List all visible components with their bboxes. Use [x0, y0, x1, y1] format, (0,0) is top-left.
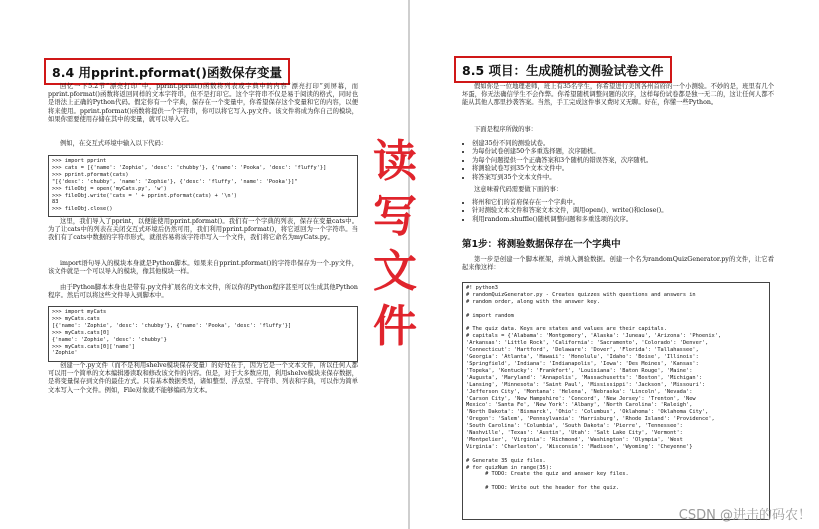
paragraph-5: 由于Python脚本本身也是带有.py文件扩展名的文本文件，所以你的Python程序甚至可以生成其他Python程序。然后可以将这些文件导入到脚本中。 — [48, 284, 358, 300]
list-item: • 创建35份不同的测验试卷。 — [472, 140, 784, 148]
paragraph-3: 这里，我们导入了pprint，以便能使用pprint.pformat()。我们有一个字典的列表，保存在变量cats中。为了让cats中的列表在关闭交互式环境后仍然可用，我们利用pprint.pformat()，将它返回为一个字符串。当我们有了cats中数据的字符串形式，就很容易将该字符串写入一个文件，我们将它命名为myCats.py。 — [48, 218, 358, 242]
overlay-char-1: 读 — [373, 136, 417, 187]
code-block-import: >>> import myCats >>> myCats.cats [{'name': 'Zophie', 'desc': 'chubby'}, {'name': 'Pooka', 'desc': 'fluffy'}] >>> myCats.cats[0] {'name': 'Zophie', 'desc': 'chubby'} >>> myCats.cats[0]['name'] 'Zophie' — [48, 306, 358, 362]
program-tasks-intro: 下面是程序所做的事： — [474, 126, 537, 133]
code-tasks-list — [462, 199, 784, 224]
step-1-paragraph: 第一步是创建一个脚本框架，并填入测验数据。创建一个名为randomQuizGenerator.py的文件，让它看起来像这样： — [462, 256, 774, 272]
list-item: • 针对测验文本文件和答案文本文件，调用open()、write()和close()。 — [472, 207, 784, 215]
section-title-8-5: 8.5 项目：生成随机的测验试卷文件 — [454, 56, 672, 83]
paragraph-2: 例如，在交互式环境中输入以下代码： — [60, 140, 168, 147]
code-block-pformat: >>> import pprint >>> cats = [{'name': 'Zophie', 'desc': 'chubby'}, {'name': 'Pooka', 'desc': 'fluffy'}] >>> pprint.pformat(cats) "[{'desc': 'chubby', 'name': 'Zophie'}, {'desc': 'fluffy', 'name': 'Pooka'}]" >>> fileObj = open('myCats.py', 'w') >>> fileObj.write('cats = ' + pprint.pformat(cats) + '\n') 83 >>> fileObj.close() — [48, 155, 358, 217]
list-item: • 将答案写到35个文本文件中。 — [472, 174, 784, 182]
paragraph-1: 回忆一下5.2节“漂亮打印”中，pprint.pprint()函数将列表或字典中的内容“漂亮打印”到屏幕，而pprint.pformat()函数将返回同样的文本字符串，但不是打印它。这个字符串不仅是易于阅读的格式，同时也是语法上正确的Python代码。假定你有一个字典，保存在一个变量中，你希望保存这个变量和它的内容，以便将来使用。pprint.pformat()函数将提供一个字符串，你可以将它写入.py文件。该文件将成为你自己的模块，如果你需要使用存储在其中的变量，就可以导入它。 — [48, 83, 358, 123]
project-intro: 假如你是一位地理老师，班上有35名学生，你希望进行美国各州首府的一个小测验。不妙的是，班里有几个坏蛋，你无法确信学生不会作弊。你希望随机调整问题的次序，这样每份试卷都是独一无二的，这让任何人都不能从其他人那里抄袭答案。当然，手工完成这件事又费时又无聊。好在，你懂一些Python。 — [462, 83, 774, 107]
program-tasks-list — [462, 140, 784, 182]
list-item: • 为每个问题提供一个正确答案和3个随机的错误答案，次序随机。 — [472, 157, 784, 165]
section-title-8-4: 8.4 用pprint.pformat()函数保存变量 — [44, 58, 290, 85]
step-1-heading: 第1步：将测验数据保存在一个字典中 — [462, 239, 621, 250]
list-item: • 将州和它们的首府保存在一个字典中。 — [472, 199, 784, 207]
code-tasks-intro: 这意味着代码需要做下面的事： — [474, 186, 563, 193]
list-item: • 利用random.shuffle()随机调整问题和多重选项的次序。 — [472, 216, 784, 224]
overlay-char-3: 文 — [373, 246, 417, 297]
csdn-watermark: CSDN @进击的码农！ — [678, 508, 811, 523]
overlay-char-2: 写 — [373, 191, 417, 242]
list-item: • 为每份试卷创建50个多重选择题，次序随机。 — [472, 148, 784, 156]
left-page — [0, 0, 408, 529]
code-block-quiz-generator: #! python3 # randomQuizGenerator.py - Creates quizzes with questions and answers in # random order, along with the answer key. # import random # The quiz data. Keys are states and values are their capitals. # capitals = {'Alabama': 'Montgomery', 'Alaska': 'Juneau', 'Arizona': 'Phoenix', 'Arkansas': 'Little Rock', 'California': 'Sacramento', 'Colorado': 'Denver', 'Connecticut': 'Hartford', 'Delaware': 'Dover', 'Florida': 'Tallahassee', 'Georgia': 'Atlanta', 'Hawaii': 'Honolulu', 'Idaho': 'Boise', 'Illinois': 'Springfield', 'Indiana': 'Indianapolis', 'Iowa': 'Des Moines', 'Kansas': 'Topeka', 'Kentucky': 'Frankfort', 'Louisiana': 'Baton Rouge', 'Maine': 'Augusta', 'Maryland': 'Annapolis', 'Massachusetts': 'Boston', 'Michigan': 'Lansing', 'Minnesota': 'Saint Paul', 'Mississippi': 'Jackson', 'Missouri': 'Jefferson City', 'Montana': 'Helena', 'Nebraska': 'Lincoln', 'Nevada': 'Carson City', 'New Hampshire': 'Concord', 'New Jersey': 'Trenton', 'New Mexico': 'Santa Fe', 'New York': 'Albany', 'North Carolina': 'Raleigh', 'North Dakota': 'Bismarck', 'Ohio': 'Columbus', 'Oklahoma': 'Oklahoma City', 'Oregon': 'Salem', 'Pennsylvania': 'Harrisburg', 'Rhode Island': 'Providence', 'South Carolina': 'Columbia', 'South Dakota': 'Pierre', 'Tennessee': 'Nashville', 'Texas': 'Austin', 'Utah': 'Salt Lake City', 'Vermont': 'Montpelier', 'Virginia': 'Richmond', 'Washington': 'Olympia', 'West Virginia': 'Charleston', 'Wisconsin': 'Madison', 'Wyoming': 'Cheyenne'} # Generate 35 quiz files. # for quizNum in range(35): # TODO: Create the quiz and answer key files. # TODO: Write out the header for the quiz. — [462, 282, 770, 520]
right-page — [410, 0, 819, 529]
list-item: • 将测验试卷写到35个文本文件中。 — [472, 165, 784, 173]
paragraph-4: import语句导入的模块本身就是Python脚本。如果来自pprint.pformat()的字符串保存为一个.py文件，该文件就是一个可以导入的模块，像其他模块一样。 — [48, 260, 358, 276]
paragraph-6: 创建一个.py文件（而不是利用shelve模块保存变量）的好处在于，因为它是一个文本文件，所以任何人都可以用一个简单的文本编辑器读取和修改该文件的内容。但是，对于大多数应用，利用shelve模块来保存数据，是将变量保存到文件的最佳方式。只有基本数据类型，诸如整型、浮点型、字符串、列表和字典，可以作为简单文本写入一个文件。例如，File对象就不能够编码为文本。 — [48, 362, 358, 394]
overlay-char-4: 件 — [373, 301, 417, 352]
